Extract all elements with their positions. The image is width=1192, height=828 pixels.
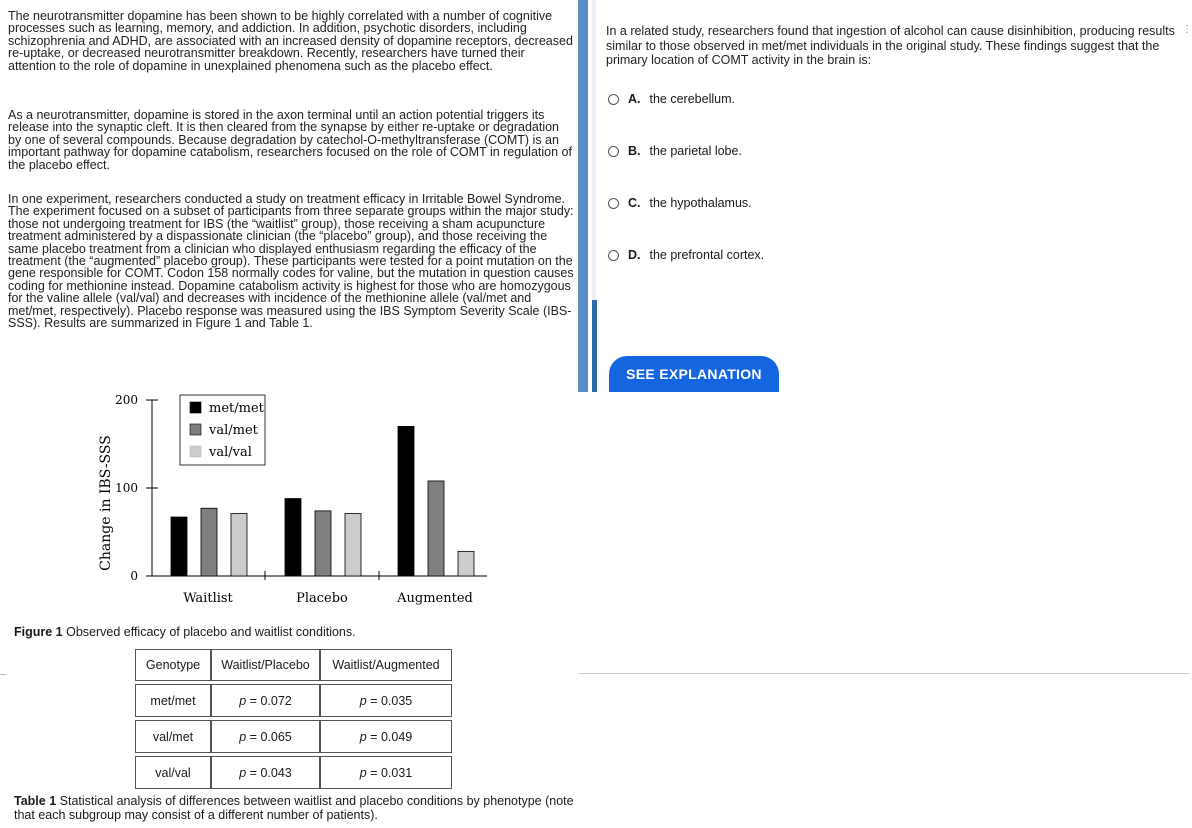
accent-bar — [578, 0, 588, 392]
table-cell-p-value: p = 0.043 — [211, 756, 320, 789]
table-cell-p-value: p = 0.031 — [320, 756, 452, 789]
choice-letter: B. — [628, 144, 641, 158]
table-caption — [14, 795, 574, 822]
accent-bar-lower — [592, 300, 597, 392]
answer-choice-b[interactable] — [608, 144, 742, 158]
legend-swatch — [190, 402, 201, 413]
question-stem: In a related study, researchers found that ingestion of alcohol can cause disinhibition, producing results similar to those observed in met/met individuals in the original study. These findings suggest that the primary location of COMT activity in the brain is: — [606, 24, 1175, 67]
divider — [578, 673, 1190, 674]
radio-icon[interactable] — [608, 250, 619, 261]
radio-icon[interactable] — [608, 146, 619, 157]
choice-text: the hypothalamus. — [649, 196, 752, 210]
table-cell-p-value: p = 0.065 — [211, 720, 320, 753]
choice-letter: D. — [628, 248, 641, 262]
table-cell-genotype: met/met — [135, 684, 211, 717]
table-cell-p-value: p = 0.049 — [320, 720, 452, 753]
bar — [171, 517, 187, 576]
bar — [458, 551, 474, 576]
figure-caption-text: Observed efficacy of placebo and waitlist conditions. — [62, 625, 356, 639]
question-panel — [578, 0, 1190, 392]
figure-1 — [0, 385, 578, 625]
legend-swatch — [190, 446, 201, 457]
passage-panel — [0, 0, 578, 828]
choice-letter: A. — [628, 92, 641, 106]
accent-bar-inner — [592, 0, 596, 300]
radio-icon[interactable] — [608, 94, 619, 105]
bar — [428, 481, 444, 576]
passage-paragraph-3: In one experiment, researchers conducted a study on treatment efficacy in Irritable Bowel Syndrome. The experiment focused on a subset of participants from three separate groups within the major study: those not undergoing treatment for IBS (the “waitlist” group), those receiving a sham acupuncture treatment administered by a dispassionate clinician (the “placebo” group), and those receiving the same placebo treatment from a clinician who displayed enthusiasm regarding the efficacy of the treatment (the “augmented” placebo group). These participants were tested for a point mutation on the gene responsible for COMT. Codon 158 normally codes for valine, but the mutation in question causes coding for methionine instead. Dopamine catabolism activity is highest for those who are homozygous for the valine allele (val/val) and decreases with incidence of the methionine allele (val/met and met/met, respectively). Placebo response was measured using the IBS Symptom Severity Scale (IBS-SSS). Results are summarized in Figure 1 and Table 1. — [8, 192, 574, 331]
choice-letter: C. — [628, 196, 641, 210]
radio-icon[interactable] — [608, 198, 619, 209]
figure-caption — [14, 625, 356, 639]
bar-chart — [0, 385, 578, 625]
see-explanation-button[interactable]: SEE EXPLANATION — [609, 356, 779, 392]
bar — [398, 426, 414, 576]
table-caption-text: Statistical analysis of differences between waitlist and placebo conditions by phenotype (note that each subgroup may consist of a different number of patients). — [14, 794, 574, 822]
divider — [0, 674, 6, 675]
legend-label: met/met — [209, 401, 264, 416]
x-tick-label: Waitlist — [183, 591, 233, 606]
table-row — [135, 684, 452, 717]
bar — [315, 511, 331, 576]
legend-label: val/val — [209, 445, 252, 460]
passage-paragraph-1: The neurotransmitter dopamine has been shown to be highly correlated with a number of cognitive processes such as learning, memory, and addiction. In addition, psychotic disorders, including schizophrenia and ADHD, are associated with an increased density of dopamine receptors, decreased re-uptake, or decreased neurotransmitter breakdown. Recently, researchers have turned their attention to the role of dopamine in unexplained phenomena such as the placebo effect. — [8, 9, 573, 73]
choice-text: the prefrontal cortex. — [649, 248, 765, 262]
table-cell-p-value: p = 0.072 — [211, 684, 320, 717]
y-tick-label: 0 — [130, 569, 138, 583]
table-header-genotype: Genotype — [135, 649, 211, 681]
results-table — [135, 649, 452, 789]
scrollbar-handle[interactable]: ⋮ — [1182, 24, 1192, 35]
bar — [201, 508, 217, 576]
x-tick-label: Placebo — [296, 591, 348, 606]
choice-text: the cerebellum. — [649, 92, 735, 106]
table-cell-genotype: val/val — [135, 756, 211, 789]
table-row — [135, 756, 452, 789]
table-caption-label: Table 1 — [14, 794, 57, 808]
answer-choice-d[interactable] — [608, 248, 764, 262]
legend-label: val/met — [209, 423, 258, 438]
table-cell-p-value: p = 0.035 — [320, 684, 452, 717]
table-cell-genotype: val/met — [135, 720, 211, 753]
legend-swatch — [190, 424, 201, 435]
answer-choice-c[interactable] — [608, 196, 752, 210]
answer-choice-a[interactable] — [608, 92, 735, 106]
passage-paragraph-2: As a neurotransmitter, dopamine is stored in the axon terminal until an action potential triggers its release into the synaptic cleft. It is then cleared from the synapse by either re-uptake or degradation by one of several compounds. Because degradation by catechol-O-methyltransferase (COMT) is an important pathway for dopamine catabolism, researchers focused on the role of COMT in regulation of the placebo effect. — [8, 108, 572, 172]
y-tick-label: 100 — [115, 481, 138, 495]
y-axis-label: Change in IBS-SSS — [98, 435, 114, 571]
bar — [345, 514, 361, 576]
choice-text: the parietal lobe. — [649, 144, 742, 158]
bar — [231, 514, 247, 576]
table-header-waitlist-placebo: Waitlist/Placebo — [211, 649, 320, 681]
bar — [285, 499, 301, 576]
y-tick-label: 200 — [115, 393, 138, 407]
table-header-waitlist-augmented: Waitlist/Augmented — [320, 649, 452, 681]
table-header-row — [135, 649, 452, 681]
x-tick-label: Augmented — [397, 591, 473, 606]
figure-caption-label: Figure 1 — [14, 625, 63, 639]
table-row — [135, 720, 452, 753]
